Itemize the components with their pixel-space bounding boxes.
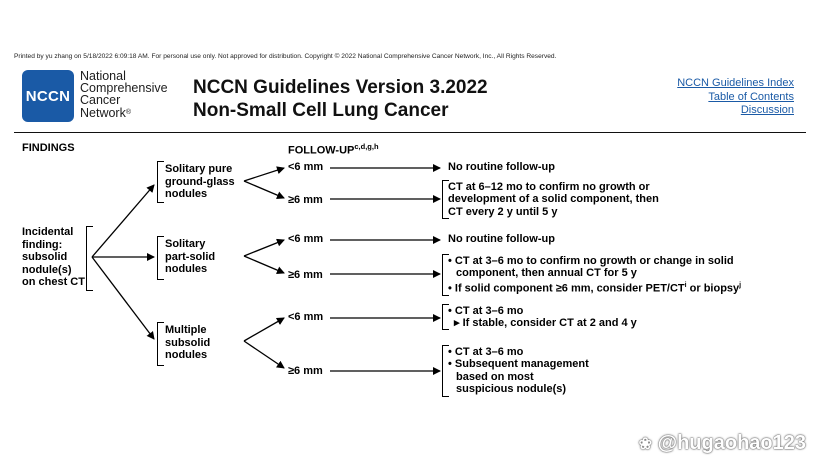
- part-solid-nodules-label: Solitary part-solid nodules: [165, 238, 216, 275]
- arrow-ms-small: [244, 318, 284, 341]
- arrow-gg-small: [244, 168, 284, 181]
- size-label-ms-large: ≥6 mm: [288, 365, 323, 377]
- paw-icon: ❀: [638, 436, 653, 453]
- arrow-ps-large: [244, 256, 284, 273]
- arrow-finding-to-ms: [92, 257, 154, 339]
- multiple-subsolid-nodules-label: Multiple subsolid nodules: [165, 324, 211, 361]
- incidental-finding-label: Incidental finding: subsolid nodule(s) on chest CT: [22, 226, 85, 288]
- watermark: ❀ @hugaohao123: [638, 432, 806, 454]
- size-label-ps-small: <6 mm: [288, 233, 324, 245]
- size-label-gg-large: ≥6 mm: [288, 194, 323, 206]
- logo-org-name: National Comprehensive Cancer Network®: [80, 69, 168, 120]
- findings-header: FINDINGS: [22, 142, 75, 154]
- guidelines-index-link[interactable]: NCCN Guidelines Index: [677, 77, 794, 89]
- size-label-ms-small: <6 mm: [288, 311, 324, 323]
- print-notice: Printed by yu zhang on 5/18/2022 6:09:18 AM. For personal use only. Not approved for distribution. Copyright © 2022 National Comprehensive Cancer Network, Inc., All Rights Reserved.: [14, 53, 557, 60]
- size-label-gg-small: <6 mm: [288, 161, 324, 173]
- result-gg-large: CT at 6–12 mo to confirm no growth or development of a solid component, then CT every 2 y until 5 y: [448, 181, 659, 218]
- result-gg-small: No routine follow-up: [448, 161, 555, 173]
- nccn-logo: NCCN: [22, 70, 74, 122]
- result-ps-small: No routine follow-up: [448, 233, 555, 245]
- arrow-gg-large: [244, 181, 284, 198]
- guideline-version: NCCN Guidelines Version 3.2022: [193, 77, 488, 98]
- discussion-link[interactable]: Discussion: [740, 104, 794, 117]
- size-label-ps-large: ≥6 mm: [288, 269, 323, 281]
- ground-glass-nodules-label: Solitary pure ground-glass nodules: [165, 163, 235, 200]
- arrow-finding-to-gg: [92, 185, 154, 257]
- guideline-topic: Non-Small Cell Lung Cancer: [193, 100, 449, 121]
- arrow-ms-large: [244, 341, 284, 368]
- result-ms-large: • CT at 3–6 mo • Subsequent management based on most suspicious nodule(s): [448, 346, 589, 396]
- arrow-ps-small: [244, 240, 284, 256]
- table-of-contents-link[interactable]: Table of Contents: [708, 90, 794, 103]
- result-ms-small: • CT at 3–6 mo ▸ If stable, consider CT at 2 and 4 y: [448, 305, 637, 330]
- followup-header: FOLLOW-UP$^{c,d,g,h}$: [288, 142, 379, 157]
- result-ps-large: • CT at 3–6 mo to confirm no growth or change in solid component, then annual CT for 5 y • If solid component ≥6 mm, consider PET/$CT^i$ or biopsy$^j$: [448, 255, 742, 295]
